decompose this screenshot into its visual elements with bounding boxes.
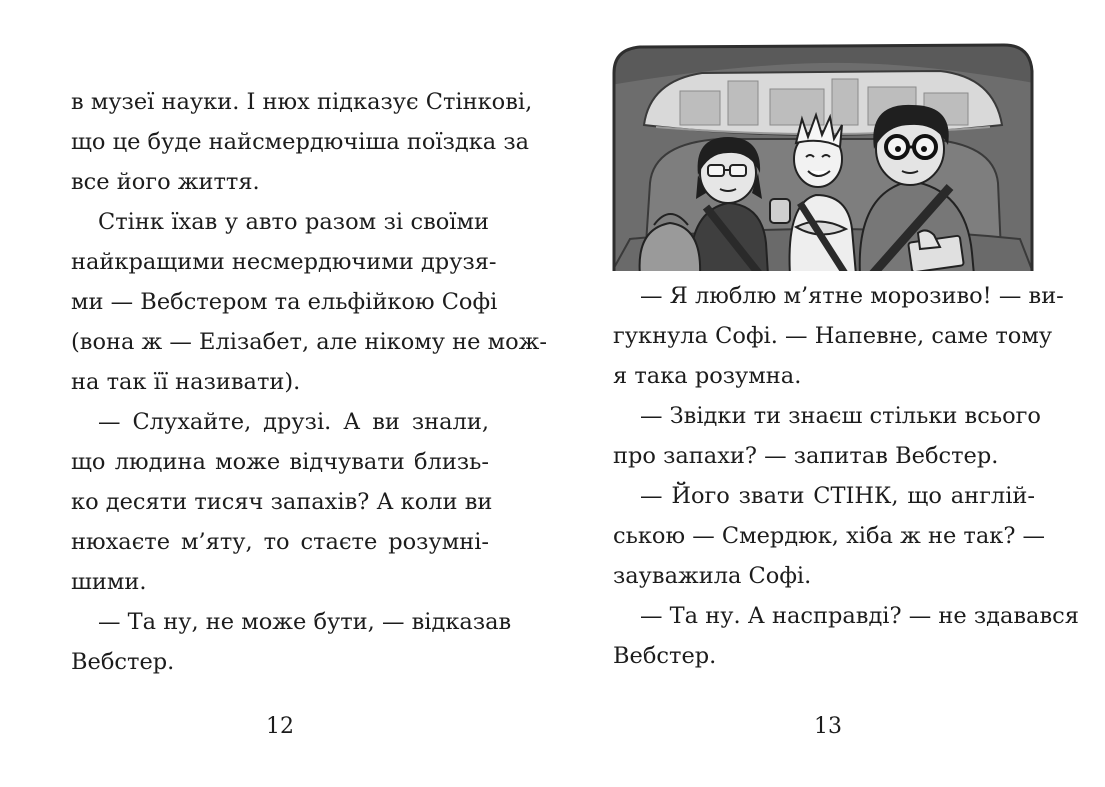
text-line: Стінк їхав у авто разом зі своїми	[98, 209, 489, 235]
text-line: — Та ну. А насправді? — не здавався	[640, 603, 1079, 629]
page-number-right: 13	[814, 714, 842, 739]
left-page	[0, 0, 552, 787]
text-line: ською — Смердюк, хіба ж не так? —	[613, 523, 1046, 549]
text-line: — Та ну, не може бути, — відказав	[98, 609, 512, 635]
text-line: найкращими несмердючими друзя-	[71, 249, 497, 275]
right-page	[552, 0, 1105, 787]
text-line: — Його звати СТІНК, що англій-	[640, 483, 1035, 509]
text-line: все його життя.	[71, 169, 260, 195]
text-line: — Я люблю м’ятне морозиво! — ви-	[640, 283, 1064, 309]
text-line: на так її називати).	[71, 369, 301, 395]
page-number-left: 12	[266, 714, 294, 739]
text-line: гукнула Софі. — Напевне, саме тому	[613, 323, 1053, 349]
text-line: (вона ж — Елізабет, але нікому не мож-	[71, 329, 547, 355]
text-line: ко десяти тисяч запахів? А коли ви	[71, 489, 493, 515]
right-page-text	[613, 276, 1079, 676]
text-line: зауважила Софі.	[613, 563, 812, 589]
text-line: — Слухайте, друзі. А ви знали,	[98, 409, 489, 435]
text-line: нюхаєте м’яту, то стаєте розумні-	[71, 529, 489, 555]
text-line: Вебстер.	[71, 649, 175, 675]
text-line: що людина може відчувати близь-	[71, 449, 489, 475]
text-line: ми — Вебстером та ельфійкою Софі	[71, 289, 498, 315]
text-line: — Звідки ти знаєш стільки всього	[640, 403, 1041, 429]
text-line: що це буде найсмердючіша поїздка за	[71, 129, 530, 155]
text-line: в музеї науки. І нюх підказує Стінкові,	[71, 89, 533, 115]
text-line: шими.	[71, 569, 147, 595]
car-backseat-illustration	[610, 43, 1034, 275]
text-line: Вебстер.	[613, 643, 717, 669]
left-page-text	[71, 82, 547, 682]
text-line: я така розумна.	[613, 363, 802, 389]
text-line: про запахи? — запитав Вебстер.	[613, 443, 999, 469]
